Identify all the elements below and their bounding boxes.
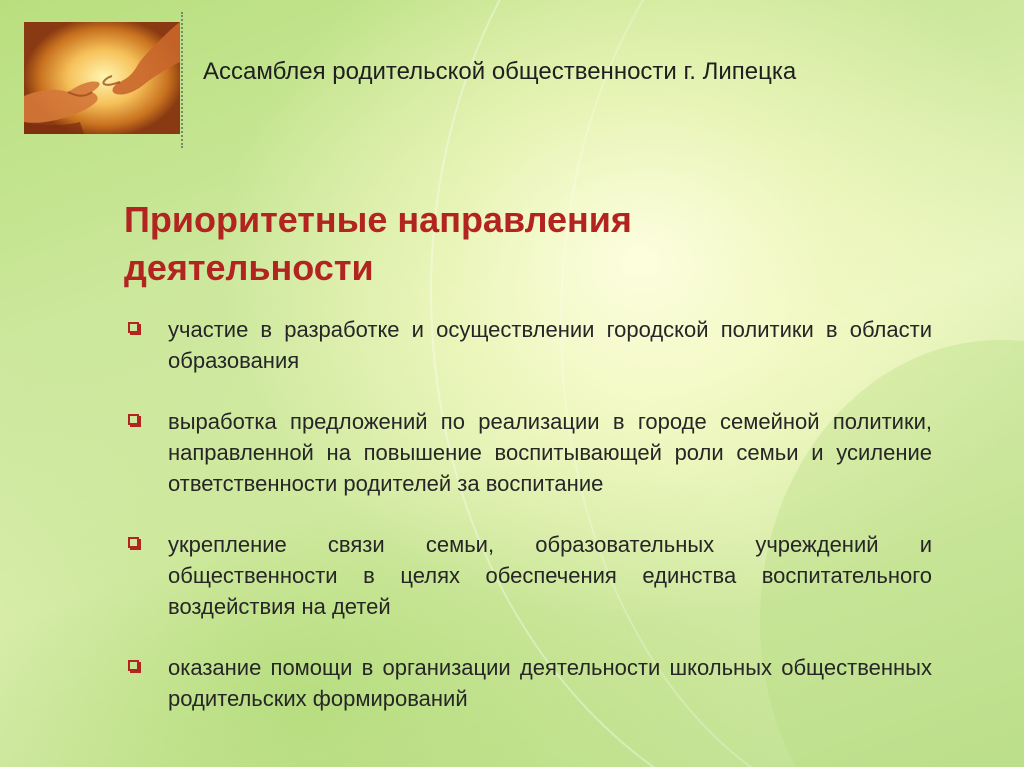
list-item-text: оказание помощи в организации деятельности школьных общественных родительских формирований [168, 655, 932, 711]
list-item [122, 406, 932, 499]
slide-heading: Приоритетные направления деятельности [124, 199, 632, 288]
list-item-text: укрепление связи семьи, образовательных учреждений и общественности в целях обеспечения единства воспитательного воздействия на детей [168, 532, 932, 619]
hands-illustration-icon [24, 22, 180, 134]
hollow-square-bullet-icon [128, 537, 139, 548]
organization-title: Ассамблея родительской общественности г. Липецка [203, 58, 797, 85]
hollow-square-bullet-icon [128, 414, 139, 425]
hands-photo [24, 22, 180, 134]
list-item [122, 314, 932, 376]
header-divider [181, 12, 183, 148]
list-item [122, 652, 932, 714]
hollow-square-bullet-icon [128, 322, 139, 333]
list-item [122, 529, 932, 622]
hollow-square-bullet-icon [128, 660, 139, 671]
priority-list [122, 314, 932, 744]
list-item-text: выработка предложений по реализации в городе семейной политики, направленной на повышение воспитывающей роли семьи и усиление ответственности родителей за воспитание [168, 409, 932, 496]
list-item-text: участие в разработке и осуществлении городской политики в области образования [168, 317, 932, 373]
